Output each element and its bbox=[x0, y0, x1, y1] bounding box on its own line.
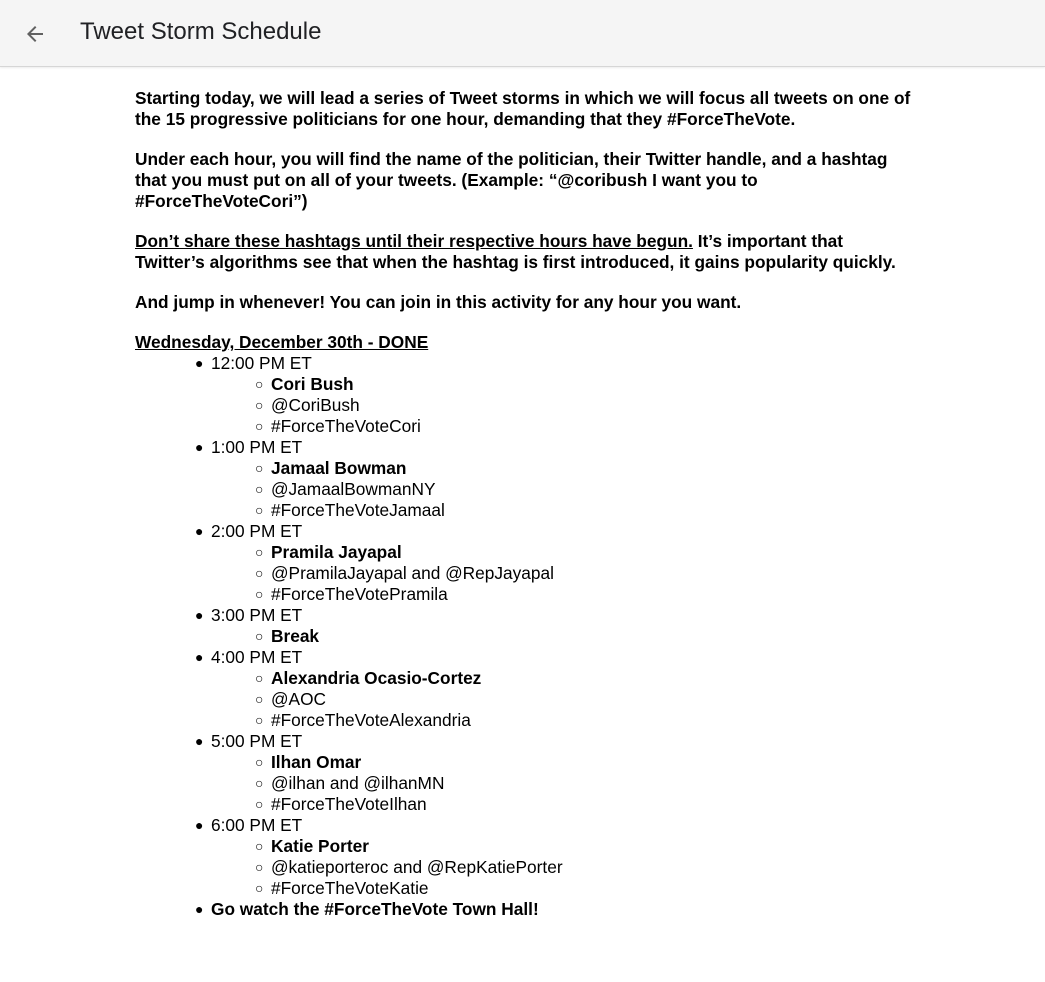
hour-item bbox=[195, 815, 915, 899]
hour-time: 5:00 PM ET bbox=[211, 731, 303, 751]
day-heading: Wednesday, December 30th - DONE bbox=[135, 332, 429, 352]
hour-item bbox=[195, 605, 915, 647]
politician-name: ○ Alexandria Ocasio-Cortez bbox=[255, 668, 915, 689]
hour-item bbox=[195, 437, 915, 521]
hour-details bbox=[211, 668, 915, 731]
politician-name: ○ Jamaal Bowman bbox=[255, 458, 915, 479]
document-body bbox=[135, 88, 915, 920]
politician-name: ○ Katie Porter bbox=[255, 836, 915, 857]
hashtag: ○ #ForceTheVoteAlexandria bbox=[255, 710, 915, 731]
hour-details bbox=[211, 752, 915, 815]
hour-item bbox=[195, 353, 915, 437]
hour-time: 12:00 PM ET bbox=[211, 353, 312, 373]
hour-item bbox=[195, 521, 915, 605]
hour-details bbox=[211, 542, 915, 605]
twitter-handle: ○ @AOC bbox=[255, 689, 915, 710]
politician-name: ○ Cori Bush bbox=[255, 374, 915, 395]
twitter-handle: ○ @CoriBush bbox=[255, 395, 915, 416]
intro-paragraph-3 bbox=[135, 231, 915, 273]
intro-paragraph-4: And jump in whenever! You can join in this activity for any hour you want. bbox=[135, 292, 742, 312]
hashtag: ○ #ForceTheVotePramila bbox=[255, 584, 915, 605]
twitter-handle: ○ @PramilaJayapal and @RepJayapal bbox=[255, 563, 915, 584]
hour-item bbox=[195, 647, 915, 731]
warning-underlined-text: Don’t share these hashtags until their respective hours have begun. bbox=[135, 231, 693, 251]
hour-details bbox=[211, 626, 915, 647]
app-bar bbox=[0, 0, 1045, 67]
hashtag: ○ #ForceTheVoteJamaal bbox=[255, 500, 915, 521]
intro-paragraph-1: Starting today, we will lead a series of Tweet storms in which we will focus all tweets on one of the 15 progressive politicians for one hour, demanding that they #ForceTheVote. bbox=[135, 88, 911, 129]
hour-time: 2:00 PM ET bbox=[211, 521, 303, 541]
hour-details bbox=[211, 458, 915, 521]
page-title: Tweet Storm Schedule bbox=[80, 18, 322, 45]
politician-name: ○ Pramila Jayapal bbox=[255, 542, 915, 563]
hour-time: 1:00 PM ET bbox=[211, 437, 303, 457]
arrow-left-icon bbox=[23, 22, 47, 46]
hour-item bbox=[195, 731, 915, 815]
closing-item: ● Go watch the #ForceTheVote Town Hall! bbox=[195, 899, 915, 920]
intro-paragraph-2: Under each hour, you will find the name of the politician, their Twitter handle, and a hashtag that you must put on all of your tweets. (Example: “@coribush I want you to #ForceTheVoteCori”) bbox=[135, 149, 888, 211]
hour-time: 4:00 PM ET bbox=[211, 647, 303, 667]
hashtag: ○ #ForceTheVoteKatie bbox=[255, 878, 915, 899]
hour-details bbox=[211, 836, 915, 899]
break-label: ○ Break bbox=[255, 626, 915, 647]
hashtag: ○ #ForceTheVoteCori bbox=[255, 416, 915, 437]
politician-name: ○ Ilhan Omar bbox=[255, 752, 915, 773]
twitter-handle: ○ @JamaalBowmanNY bbox=[255, 479, 915, 500]
hour-details bbox=[211, 374, 915, 437]
hour-time: 6:00 PM ET bbox=[211, 815, 303, 835]
warning-rest-text: It’s important that Twitter’s algorithms see that when the hashtag is first introduced, it gains popularity quickly. bbox=[135, 231, 896, 272]
hour-list bbox=[135, 353, 915, 920]
twitter-handle: ○ @ilhan and @ilhanMN bbox=[255, 773, 915, 794]
hashtag: ○ #ForceTheVoteIlhan bbox=[255, 794, 915, 815]
hour-time: 3:00 PM ET bbox=[211, 605, 303, 625]
twitter-handle: ○ @katieporteroc and @RepKatiePorter bbox=[255, 857, 915, 878]
back-button[interactable] bbox=[18, 17, 52, 51]
